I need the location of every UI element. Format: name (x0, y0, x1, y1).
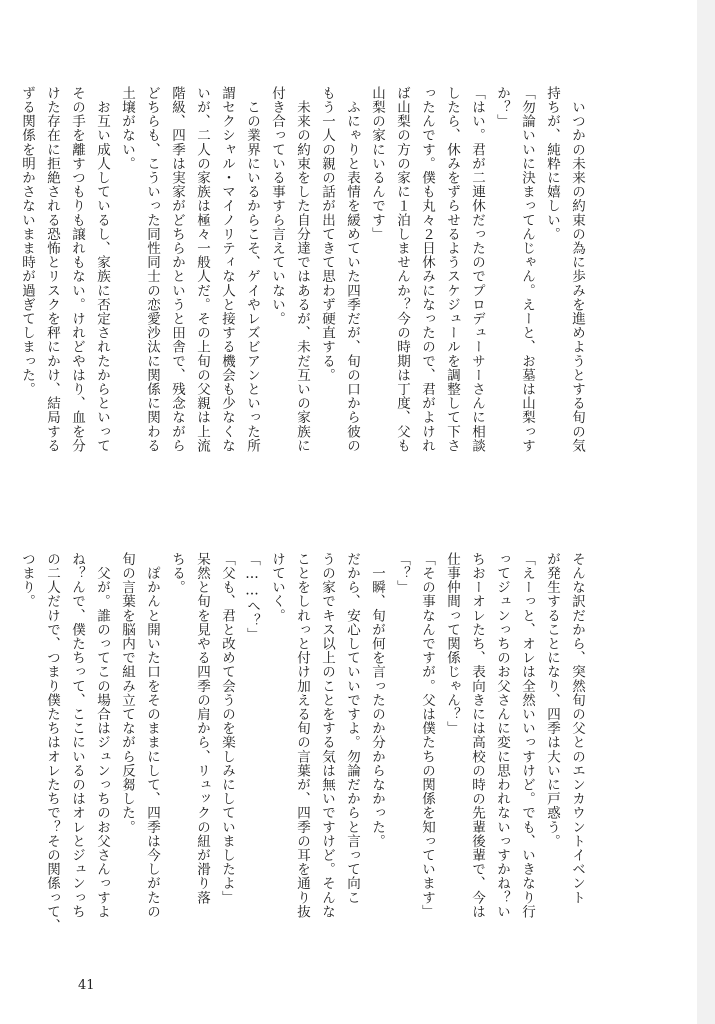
text-line: もう一人の親の話が出てきて思わず硬直する。 (319, 86, 335, 383)
text-line: うの家でキス以上のことをする気は無いですけど。そんな (319, 552, 335, 919)
text-line: 持ちが、純粋に嬉しい。 (544, 86, 560, 242)
text-line: 旬の言葉を脳内で組み立てながら反芻した。 (119, 552, 135, 834)
page-number: 41 (78, 978, 95, 993)
text-line: が発生することになり、四季は大いに戸惑う。 (544, 552, 560, 849)
text-line: ちる。 (169, 552, 185, 595)
text-line: 父が。誰のってこの場合はジュンっちのお父さんっすよ (94, 552, 110, 919)
text-line: だから、安心していいですよ。勿論だからと言って向こ (344, 552, 360, 905)
text-line: 付き合っている事すら言えていない。 (269, 86, 285, 326)
text-line: いが、二人の家族は極々一般人だ。その上旬の父親は上流 (194, 86, 210, 453)
vertical-text-block-bottom (19, 552, 589, 952)
text-line: ば山梨の方の家に１泊しませんか？今の時期は丁度、父も (394, 86, 410, 453)
text-line: ふにゃりと表情を緩めていた四季だが、旬の口から彼の (344, 86, 360, 453)
text-line: 「えーっと、オレは全然いいっすけど。でも、いきなり行 (519, 552, 535, 919)
text-line: 「父も、君と改めて会うのを楽しみにしていましたよ」 (219, 552, 235, 905)
vertical-text-block-top (19, 86, 589, 471)
text-line: お互い成人しているし、家族に否定されたからといって (94, 86, 110, 453)
text-line: 階級、四季は実家がどちらかというと田舎で、残念ながら (169, 86, 185, 453)
text-line: 「その事なんですが。父は僕たちの関係を知っています」 (419, 552, 435, 919)
text-line: 「……へ？」 (244, 552, 260, 642)
text-line: 仕事仲間って関係じゃん？」 (444, 552, 460, 736)
text-line: その手を離すつもりも譲れもない。けれどやはり、血を分 (69, 86, 85, 453)
text-line: 「勿論いいに決まってんじゃん。えーと、お墓は山梨っす (519, 86, 535, 453)
text-line: この業界にいるからこそ、ゲイやレズビアンといった所 (244, 86, 260, 453)
text-line: 謂セクシャル・マイノリティな人と接する機会も少なくな (219, 86, 235, 453)
text-line: 山梨の家にいるんです」 (369, 86, 385, 242)
text-line: 一瞬、旬が何を言ったのか分からなかった。 (369, 552, 385, 849)
text-line: か？」 (494, 86, 510, 129)
text-line: ことをしれっと付け加える旬の言葉が、四季の耳を通り抜 (294, 552, 310, 919)
text-line: 「？」 (394, 552, 410, 595)
text-line: ぽかんと開いた口をそのままにして、四季は今しがたの (144, 552, 160, 919)
text-line: ったんです。僕も丸々２日休みになったので、君がよけれ (419, 86, 435, 453)
text-line: 「はい。君が二連休だったのでプロデューサーさんに相談 (469, 86, 485, 453)
text-line: けていく。 (269, 552, 285, 623)
text-line: そんな訳だから、突然旬の父とのエンカウントイベント (569, 552, 585, 905)
text-line: どちらも、こういった同性同士の恋愛沙汰に関係に関わる (144, 86, 160, 453)
text-line: けた存在に拒絶される恐怖とリスクを秤にかけ、結局する (44, 86, 60, 453)
text-line: したら、休みをずらせるようスケジュールを調整して下さ (444, 86, 460, 453)
text-line: いつかの未来の約束の為に歩みを進めようとする旬の気 (569, 86, 585, 453)
text-line: 呆然と旬を見やる四季の肩から、リュックの紐が滑り落 (194, 552, 210, 905)
text-line: 未来の約束をした自分達ではあるが、未だ互いの家族に (294, 86, 310, 453)
text-line: ね？んで、僕たちって、ここにいるのはオレとジュンっち (69, 552, 85, 919)
text-line: ってジュンっちのお父さんに変に思われないっすかね？い (494, 552, 510, 919)
text-line: ちおーオレたち、表向きには高校の時の先輩後輩で、今は (469, 552, 485, 919)
text-line: ずる関係を明かさないまま時が過ぎてしまった。 (19, 86, 35, 397)
text-line: の二人だけで、つまり僕たちはオレたちで？その関係って、 (44, 552, 60, 933)
page-edge-shade (697, 0, 715, 1024)
text-line: つまり。 (19, 552, 35, 609)
text-line: 土壌がない。 (119, 86, 135, 171)
